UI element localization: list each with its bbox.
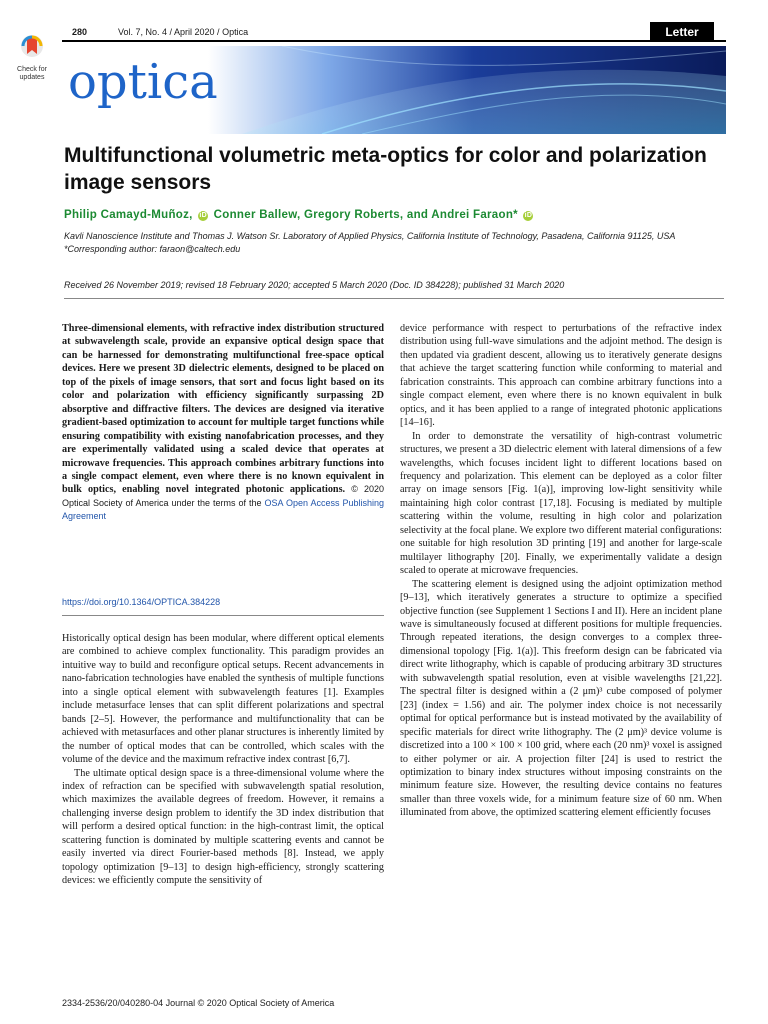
article-title: Multifunctional volumetric meta-optics for color and polarization image sensors: [64, 144, 707, 194]
publication-history: Received 26 November 2019; revised 18 February 2020; accepted 5 March 2020 (Doc. ID 384228); published 31 March 2020: [64, 280, 565, 290]
author-list: [64, 209, 535, 221]
affiliation: [64, 230, 684, 256]
divider: [64, 298, 724, 299]
body-column-right: [400, 322, 722, 820]
orcid-icon[interactable]: iD: [199, 212, 207, 219]
author-name[interactable]: Conner Ballew, Gregory Roberts, and Andrei Faraon*: [213, 209, 518, 221]
check-for-updates-badge[interactable]: [10, 34, 54, 82]
copyright-notice: © 2020 Optical Society of America under the terms of the OSA Open Access Publishing Agreement: [62, 484, 385, 522]
check-for-updates-label: Check for updates: [17, 66, 47, 81]
paragraph: Historically optical design has been modular, where different optical elements are combined to achieve complex functionality. This paradigm provides an intuitive way to build and reconfigure optical setups. Recent advancements in nano-fabrication technologies have enabled the synthesis of multiple functions into a single optical element with subwavelength features [1]. Examples include metasurface lenses that can split different polarizations and spectral bands [2–5]. However, the performance and multifunctionality that can be achieved with metasurfaces and other planar structures is inherently limited by the number of optical modes that can be controlled, which scales with the volume of the device and the maximum refractive index contrast [6,7].: [62, 633, 384, 766]
orcid-icon[interactable]: iD: [524, 212, 533, 219]
license-link[interactable]: OSA Open Access Publishing Agreement: [62, 497, 384, 522]
divider: [62, 615, 384, 616]
journal-logo: optica: [68, 54, 218, 110]
author-name[interactable]: Philip Camayd-Muñoz,: [64, 209, 193, 221]
corresponding-author: *Corresponding author: faraon@caltech.edu: [64, 244, 241, 254]
page-footer: 2334-2536/20/040280-04 Journal © 2020 Optical Society of America: [62, 998, 335, 1008]
paragraph: device performance with respect to perturbations of the refractive index distribution using full-wave simulations and the adjoint method. The design is then updated via gradient descent, allowing us to iteratively generate designs that achieve the target scattering function while conforming to material and fabrication constraints. This approach can combine arbitrary functions into a single compact element, even where there is no known equivalent in bulk optics, and it has been applied to a range of integrated photonic applications [14–16].: [400, 323, 722, 429]
abstract: [62, 322, 384, 524]
paragraph: The scattering element is designed using the adjoint optimization method [9–13], which iteratively generates a structure to optimize a specified objective function (see Supplement 1 Sections I and II). Here an incident plane wave is simultaneously focused at different positions for multiple frequencies. Through repeated iterations, the design converges to a complex three-dimensional topology [Fig. 1(a)]. This freeform design can be fabricated via direct write lithography, which is capable of producing arbitrary 3D structures with subwavelength spatial resolution, even at visible wavelengths [21,22]. The spectral filter is designed within a (2 μm)³ cube composed of polymer [23] (index = 1.56) and air. The polymer index choice is not necessarily optimal for optical performance but is instead motivated by the availability of specific materials for direct write lithography. The (2 μm)³ device volume is discretized into a 100 × 100 × 100 grid, where each (20 nm)³ voxel is assigned to either polymer or air. A projection filter [24] is used to restrict the optimization to binary index structures without imposing constraints on the minimum feature size. However, the resulting device contains no features smaller than three voxels wide, for a minimum feature size of 60 nm. When illuminated from above, the optimized scattering element efficiently focuses: [400, 578, 722, 819]
doi-link[interactable]: https://doi.org/10.1364/OPTICA.384228: [62, 597, 221, 607]
journal-banner: [62, 46, 726, 134]
affiliation-text: Kavli Nanoscience Institute and Thomas J. Watson Sr. Laboratory of Applied Physics, California Institute of Technology, Pasadena, California 91125, USA: [64, 231, 676, 241]
paragraph: The ultimate optical design space is a three-dimensional volume where the index of refraction can be specified with subwavelength spatial resolution, which maximizes the available degrees of freedom. However, it remains a challenging inverse design problem to identify the 3D index distribution that will perform a desired optical function: in the high-contrast limit, the optical scattering function is dominated by multiple scattering events and cannot be easily inverted via direct Fourier-based methods [8]. Instead, we apply topology optimization [9–13] to design high-efficiency, strongly scattering devices: we efficiently compute the sensitivity of: [62, 767, 384, 887]
article-type-badge: Letter: [650, 22, 714, 42]
running-header: [62, 26, 726, 42]
paragraph: In order to demonstrate the versatility of high-contrast volumetric structures, we present a 3D dielectric element with lateral dimensions of a few wavelengths, which focuses incident light to different locations based on frequency and polarization. This element can be deployed as a color filter array on image sensors [Fig. 1(a)], improving low-light sensitivity while maintaining high color contrast [17,18]. Focusing is mediated by multiple scattering within the volume, resulting in high color and polarization selectivity at the focal plane. We explore two different material configurations: one suitable for high resolution 3D printing [19] and another for large-scale multilayer lithography [20]. Finally, we experimentally validate a design scaled to operate at microwave frequencies.: [400, 430, 722, 577]
bookmark-icon: [20, 34, 44, 60]
body-column-left: [62, 632, 384, 888]
volume-info: Vol. 7, No. 4 / April 2020 / Optica: [118, 27, 249, 37]
page-number: 280: [72, 27, 88, 37]
abstract-text: Three-dimensional elements, with refractive index distribution structured at subwavelength scale, provide an expansive optical design space that can be harnessed for demonstrating multifunctional free-space optical devices. Here we present 3D dielectric elements, designed to be placed on top of the pixels of image sensors, that sort and focus light based on its color and polarization with efficiency significantly surpassing 2D absorptive and diffractive filters. The devices are designed via iterative gradient-based optimization to account for multiple target functions while ensuring compatibility with existing nanofabrication processes, and they are experimentally validated using a scaled device that operates at microwave frequencies. This approach combines arbitrary functions into a single compact element, even where there is no known equivalent in bulk optics, enabling novel integrated photonic applications.: [62, 323, 384, 496]
